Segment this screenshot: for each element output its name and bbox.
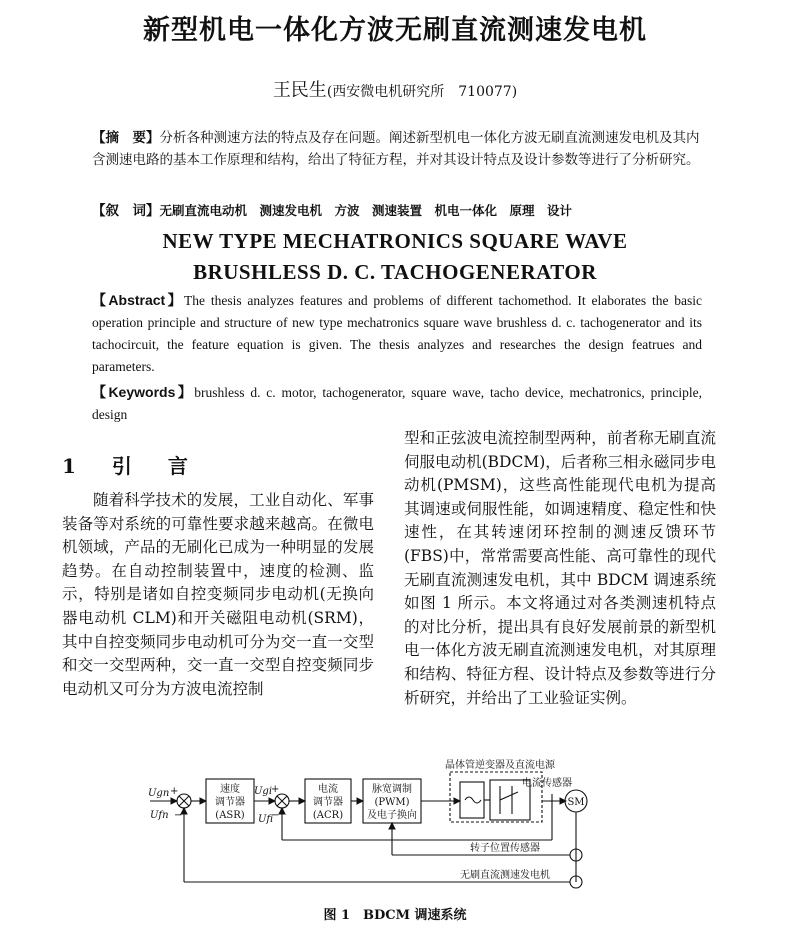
figure-bdcm-diagram bbox=[140, 756, 660, 896]
abstract-cn-text: 分析各种测速方法的特点及存在问题。阐述新型机电一体化方波无刷直流测速发电机及其内含测速电路的基本工作原理和结构，给出了特征方程，并对其设计特点及设计参数等进行了分析研究。 bbox=[92, 130, 700, 168]
section-title: 引 言 bbox=[111, 454, 196, 478]
label-minus-1: − bbox=[174, 810, 183, 821]
keywords-en bbox=[92, 381, 702, 426]
label-rotor-sensor: 转子位置传感器 bbox=[470, 843, 540, 854]
abstract-en-label: 【Abstract】 bbox=[92, 292, 185, 308]
body-column-left: 随着科学技术的发展，工业自动化、军事装备等对系统的可靠性要求越来越高。在微电机领域，产品的无刷化已成为一种明显的发展趋势。在自动控制装置中，速度的检测、监示，特别是诸如自控变频同步电动机(无换向器电动机 CLM)和开关磁阻电动机(SRM)，其中自控变频同步电动机可分为交一直一交型和交一交型两种，交一直一交型自控变频同步电动机又可分为方波电流控制 bbox=[62, 491, 374, 698]
label-u-fn: Ufn bbox=[150, 810, 169, 821]
label-u-gi: Ugi bbox=[254, 786, 273, 797]
label-inverter: 晶体管逆变器及直流电源 bbox=[445, 760, 555, 771]
body-column-right: 型和正弦波电流控制型两种，前者称无刷直流伺服电动机(BDCM)，后者称三相永磁同步电动机(PMSM)，这些高性能现代电机为提高其调速或伺服性能，如调速精度、稳定性和快速性，在其转速闭环控制的测速反馈环节(FBS)中，常常需要高性能、高可靠性的现代无刷直流测速发电机，其中 BDCM 调速系统如图 1 所示。本文将通过对各类测速机特点的对比分析，提出具有良好发展前景的新型机电一体化方波无刷直流测速发电机，对其原理和结构、特征方程、设计特点及参数等进行分析研究，并给出了工业验证实例。 bbox=[404, 429, 716, 707]
keywords-en-text: brushless d. c. motor, tachogenerator, square wave, tacho device, mechatronics, principle, design bbox=[92, 385, 702, 422]
abstract-en bbox=[92, 289, 702, 378]
author-name: 王民生 bbox=[272, 80, 327, 101]
label-plus-2: + bbox=[271, 784, 280, 795]
label-acr-3: (ACR) bbox=[312, 810, 344, 821]
keywords-cn-label: 【叙 词】 bbox=[92, 203, 160, 219]
abstract-en-text: The thesis analyzes features and problems of different tachomethod. It elaborates the basic operation principle and structure of new type mechatronics square wave brushless d. c. tachogenerator and its tachocircuit, the feature equation is given. The thesis analyzes and researches the design featrues and parameters. bbox=[92, 293, 702, 374]
label-asr-2: 调节器 bbox=[215, 797, 245, 808]
label-acr-2: 调节器 bbox=[313, 797, 343, 808]
abstract-cn-label: 【摘 要】 bbox=[92, 130, 160, 146]
label-acr-1: 电流 bbox=[318, 784, 338, 795]
label-minus-2: − bbox=[271, 810, 280, 821]
figure-caption: 图 1 BDCM 调速系统 bbox=[323, 908, 467, 923]
author-line bbox=[0, 76, 790, 102]
label-pwm-2: (PWM) bbox=[374, 797, 410, 808]
label-tacho: 无刷直流测速发电机 bbox=[460, 870, 550, 881]
author-affiliation: (西安微电机研究所 710077) bbox=[326, 84, 518, 100]
label-asr-3: (ASR) bbox=[215, 810, 245, 821]
section-heading bbox=[62, 450, 196, 479]
section-number: 1 bbox=[62, 454, 84, 478]
label-plus-1: + bbox=[170, 786, 179, 797]
paper-title: 新型机电一体化方波无刷直流测速发电机 bbox=[143, 15, 647, 46]
keywords-en-label: 【Keywords】 bbox=[92, 384, 195, 400]
english-title-line-2: BRUSHLESS D. C. TACHOGENERATOR bbox=[193, 260, 597, 284]
english-title bbox=[0, 226, 790, 288]
label-u-fi: Ufi bbox=[258, 814, 274, 825]
label-u-gn: Ugn bbox=[148, 788, 170, 799]
label-asr-1: 速度 bbox=[220, 784, 240, 795]
abstract-cn bbox=[92, 127, 702, 171]
block-diagram-svg bbox=[140, 756, 660, 896]
label-pwm-1: 脉宽调制 bbox=[372, 784, 412, 795]
label-current-sensor: 电流传感器 bbox=[522, 778, 572, 789]
label-sm: SM bbox=[567, 797, 585, 808]
english-title-line-1: NEW TYPE MECHATRONICS SQUARE WAVE bbox=[162, 229, 628, 253]
label-pwm-3: 及电子换向 bbox=[367, 810, 417, 821]
keywords-cn-text: 无刷直流电动机 测速发电机 方波 测速装置 机电一体化 原理 设计 bbox=[159, 203, 573, 218]
keywords-cn bbox=[92, 200, 702, 222]
